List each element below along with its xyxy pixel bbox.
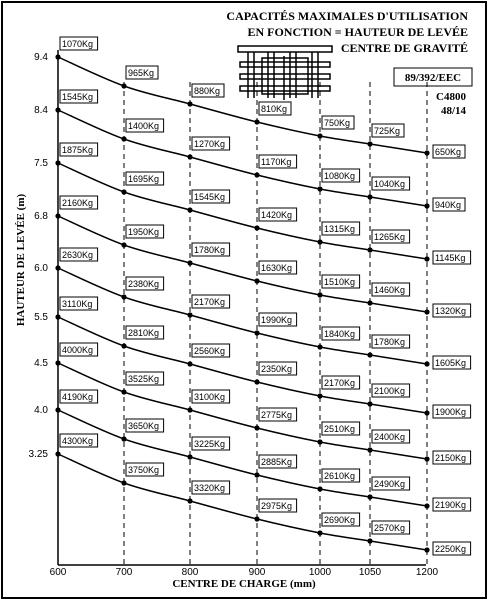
capacity-point [317, 292, 322, 297]
capacity-label: 2630Kg [62, 250, 94, 260]
capacity-point [55, 407, 60, 412]
capacity-label: 940Kg [435, 200, 462, 210]
capacity-label: 2975Kg [261, 501, 293, 511]
title-block [226, 9, 468, 55]
capacity-curve-4.5 [58, 363, 427, 459]
capacity-point [317, 486, 322, 491]
capacity-point [317, 530, 322, 535]
capacity-point [121, 294, 126, 299]
capacity-label: 2250Kg [435, 544, 467, 554]
y-tick-label: 5.5 [34, 312, 48, 323]
capacity-label: 2150Kg [435, 453, 467, 463]
capacity-label: 1990Kg [261, 315, 293, 325]
capacity-label: 1875Kg [62, 145, 94, 155]
capacity-label: 650Kg [435, 147, 462, 157]
capacity-point [121, 83, 126, 88]
capacity-label: 1780Kg [374, 337, 406, 347]
capacity-label: 3320Kg [194, 483, 226, 493]
capacity-label: 1510Kg [324, 277, 356, 287]
y-tick-label: 6.8 [34, 211, 48, 222]
capacity-point [121, 189, 126, 194]
capacity-label: 2775Kg [261, 410, 293, 420]
capacity-point [187, 498, 192, 503]
capacity-point [121, 343, 126, 348]
capacity-point [254, 379, 259, 384]
capacity-point [187, 154, 192, 159]
capacity-point [121, 136, 126, 141]
y-tick-label: 4.0 [34, 405, 48, 416]
capacity-point [367, 352, 372, 357]
y-tick-label: 6.0 [34, 263, 48, 274]
capacity-point [424, 361, 429, 366]
title-line-1: CAPACITÉS MAXIMALES D'UTILISATION [226, 9, 468, 23]
capacity-label: 1270Kg [194, 139, 226, 149]
capacity-point [55, 451, 60, 456]
capacity-label: 4300Kg [62, 436, 94, 446]
capacity-point [121, 389, 126, 394]
capacity-point [367, 447, 372, 452]
capacity-label: 965Kg [128, 68, 155, 78]
x-tick-label: 1200 [415, 567, 439, 578]
y-tick-labels [29, 52, 49, 460]
capacity-label: 1780Kg [194, 245, 226, 255]
capacity-label: 2690Kg [324, 515, 356, 525]
capacity-point [424, 547, 429, 552]
capacity-point [55, 54, 60, 59]
capacity-label: 3110Kg [62, 299, 93, 309]
capacity-point [187, 361, 192, 366]
capacity-point [187, 407, 192, 412]
capacity-point [254, 516, 259, 521]
capacity-point [55, 213, 60, 218]
capacity-label: 2160Kg [62, 198, 94, 208]
capacity-point [187, 207, 192, 212]
code-label: 48/14 [440, 105, 466, 117]
capacity-label: 1900Kg [435, 407, 467, 417]
capacity-point [187, 454, 192, 459]
y-tick-label: 9.4 [34, 52, 48, 63]
capacity-label: 2400Kg [374, 432, 406, 442]
x-tick-label: 1050 [358, 567, 382, 578]
capacity-point [424, 203, 429, 208]
capacity-point [367, 494, 372, 499]
capacity-label: 2490Kg [374, 479, 406, 489]
capacity-label: 4000Kg [62, 345, 94, 355]
capacity-point [121, 480, 126, 485]
x-tick-label: 1000 [308, 567, 332, 578]
capacity-label: 1315Kg [324, 224, 356, 234]
capacity-label: 2170Kg [194, 297, 226, 307]
capacity-label: 1950Kg [128, 227, 160, 237]
capacity-label: 1840Kg [324, 329, 356, 339]
capacity-point [367, 538, 372, 543]
model-label: C4800 [436, 91, 466, 103]
capacity-point [254, 172, 259, 177]
y-axis-title: HAUTEUR DE LEVÉE (m) [15, 193, 27, 327]
capacity-point [187, 101, 192, 106]
capacity-label: 1080Kg [324, 171, 356, 181]
capacity-point [424, 503, 429, 508]
title-line-2: EN FONCTION = HAUTEUR DE LEVÉE [247, 25, 468, 39]
y-tick-label: 8.4 [34, 105, 48, 116]
x-tick-label: 700 [115, 567, 133, 578]
capacity-label: 3100Kg [194, 392, 226, 402]
capacity-label: 750Kg [324, 118, 351, 128]
capacity-label: 2810Kg [128, 328, 160, 338]
capacity-label: 1170Kg [261, 157, 292, 167]
capacity-label: 1040Kg [374, 179, 406, 189]
capacity-point [424, 150, 429, 155]
capacity-label: 880Kg [194, 86, 221, 96]
capacity-point [55, 314, 60, 319]
x-axis-title: CENTRE DE CHARGE (mm) [172, 578, 316, 590]
capacity-point [424, 410, 429, 415]
capacity-label: 1145Kg [435, 253, 466, 263]
capacity-label: 2100Kg [374, 386, 406, 396]
capacity-label: 1460Kg [374, 285, 406, 295]
forklift-fork-icon [238, 46, 332, 100]
capacity-label: 4190Kg [62, 392, 94, 402]
capacity-label: 810Kg [261, 104, 288, 114]
x-tick-label: 800 [181, 567, 199, 578]
capacity-label: 1545Kg [194, 192, 226, 202]
capacity-label: 2570Kg [374, 523, 406, 533]
capacity-point [187, 312, 192, 317]
capacity-curve-9.4 [58, 57, 427, 153]
capacity-label: 3650Kg [128, 421, 160, 431]
capacity-label: 2170Kg [324, 378, 356, 388]
capacity-point [367, 300, 372, 305]
capacity-label: 1320Kg [435, 306, 467, 316]
capacity-label: 3525Kg [128, 374, 160, 384]
capacity-label: 1695Kg [128, 174, 160, 184]
y-tick-label: 7.5 [34, 158, 48, 169]
capacity-label: 1400Kg [128, 121, 160, 131]
capacity-label: 1630Kg [261, 263, 293, 273]
capacity-point [254, 330, 259, 335]
capacity-point [254, 119, 259, 124]
capacity-point [317, 133, 322, 138]
reference-block [394, 68, 472, 117]
y-tick-label: 3.25 [28, 449, 48, 460]
capacity-point [367, 247, 372, 252]
capacity-label: 2885Kg [261, 457, 293, 467]
capacity-point [55, 160, 60, 165]
title-line-3: CENTRE DE GRAVITÉ [340, 41, 468, 55]
capacity-point [424, 456, 429, 461]
directive-label: 89/392/EEC [404, 72, 462, 84]
capacity-point [254, 472, 259, 477]
capacity-point [121, 242, 126, 247]
capacity-point [367, 194, 372, 199]
capacity-label: 2610Kg [324, 471, 356, 481]
capacity-label: 1605Kg [435, 358, 467, 368]
capacity-label: 1420Kg [261, 210, 293, 220]
capacity-label: 1265Kg [374, 232, 406, 242]
capacity-point [254, 225, 259, 230]
capacity-label: 725Kg [374, 126, 401, 136]
capacity-point [254, 425, 259, 430]
capacity-label: 2350Kg [261, 364, 293, 374]
capacity-point [254, 278, 259, 283]
capacity-label: 3225Kg [194, 439, 226, 449]
capacity-label: 2560Kg [194, 346, 226, 356]
capacity-point [317, 344, 322, 349]
y-tick-label: 4.5 [34, 358, 48, 369]
capacity-label: 1545Kg [62, 92, 94, 102]
x-tick-labels [50, 567, 439, 578]
capacity-point [317, 186, 322, 191]
capacity-point [317, 393, 322, 398]
capacity-point [424, 256, 429, 261]
x-tick-label: 600 [49, 567, 67, 578]
capacity-point [55, 265, 60, 270]
capacity-curve-3.25 [58, 454, 427, 550]
capacity-curve-6.0 [58, 268, 427, 364]
capacity-point [317, 439, 322, 444]
capacity-point [367, 141, 372, 146]
capacity-point [367, 401, 372, 406]
capacity-label: 3750Kg [128, 465, 160, 475]
capacity-point [55, 360, 60, 365]
capacity-curve-5.5 [58, 317, 427, 413]
capacity-point [317, 239, 322, 244]
capacity-label: 2190Kg [435, 500, 467, 510]
capacity-label: 2510Kg [324, 424, 356, 434]
capacity-point [55, 107, 60, 112]
capacity-point [121, 436, 126, 441]
capacity-point [187, 260, 192, 265]
capacity-label: 2380Kg [128, 279, 160, 289]
x-tick-label: 900 [248, 567, 266, 578]
axes [58, 50, 426, 565]
capacity-point [424, 309, 429, 314]
capacity-label: 1070Kg [62, 39, 94, 49]
